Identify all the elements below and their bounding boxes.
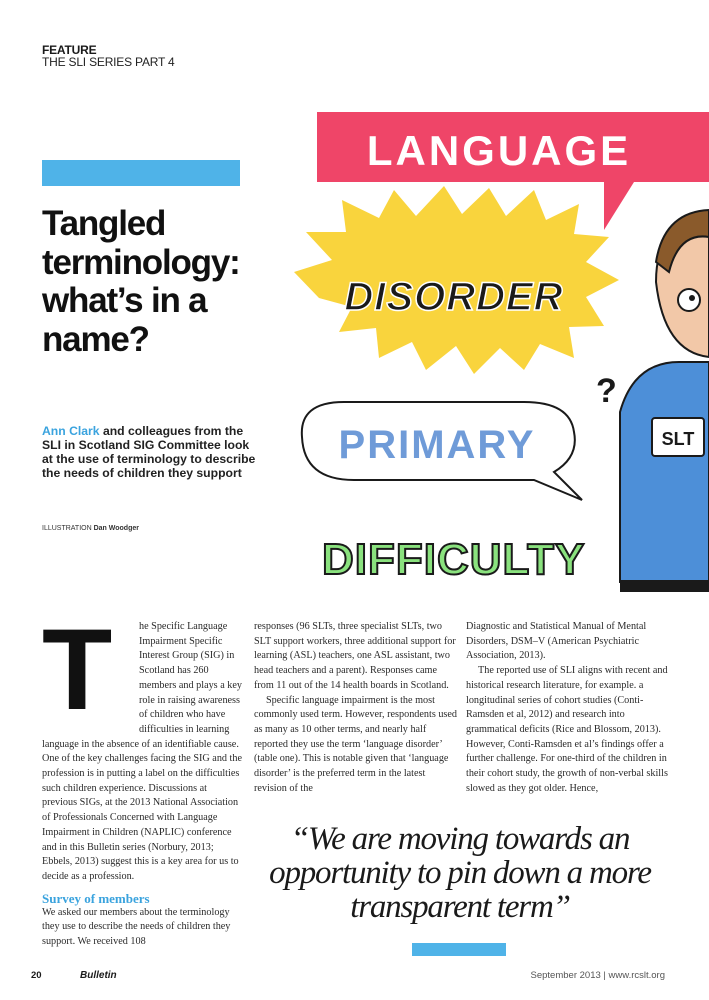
dropcap: T [42, 606, 109, 734]
illustration-credit [42, 525, 139, 532]
page-number: 20 [31, 970, 42, 981]
word-disorder: DISORDER [344, 275, 564, 319]
series-label: THE SLI SERIES PART 4 [42, 55, 175, 69]
word-difficulty: DIFFICULTY [322, 535, 586, 584]
magazine-name: Bulletin [80, 970, 117, 981]
author-name: Ann Clark [42, 424, 100, 438]
body-paragraph: Diagnostic and Statistical Manual of Mental Disorders, DSM–V (American Psychiatric Association, 2013). [466, 621, 647, 662]
body-paragraph: he Specific Language Impairment Specific Interest Group (SIG) in Scotland has 260 members and plays a key role in raising awareness of children who have difficulties in learning language in the absence of an identifiable cause. One of the key challenges facing the SIG and the profession is in putting a label on the difficulties such children experience. Discussions at previous SIGs, at the 2013 National Association of Professionals Concerned with Language Impairment in Children (NAPLIC) conference and in this Bulletin series (Norbury, 2013; Ebbels, 2013) suggest this is a key area for us to decide as a profession. [42, 621, 242, 882]
subheading: Survey of members [42, 890, 150, 906]
body-paragraph: responses (96 SLTs, three specialist SLTs, two SLT support workers, three additional support for learning (ASL) teachers, one ASL assistant, two head teachers and a parent). Responses came from 11 out of the 14 health boards in Scotland. [254, 621, 456, 691]
question-mark: ? [596, 372, 617, 410]
section-label: FEATURE [42, 43, 97, 57]
body-column-2 [254, 620, 459, 796]
pull-quote: “We are moving towards an opportunity to pin down a more transparent term” [269, 821, 651, 925]
word-primary: PRIMARY [338, 423, 536, 467]
body-paragraph: Specific language impairment is the most commonly used term. However, respondents used as many as 10 other terms, and nearly half reported they use the term ‘language disorder’ (table one). This is notable given that ‘language disorder’ is the preferred term in the latest revision of the [254, 694, 458, 794]
slt-badge-text: SLT [661, 429, 695, 449]
illustration [284, 112, 709, 592]
body-paragraph: The reported use of SLI aligns with recent and historical research literature, for example. a longitudinal series of cohort studies (Conti-Ramsden et al, 2012) and research into grammatical deficits (Rice and Blossom, 2013). However, Conti-Ramsden et al’s findings offer a further challenge. For one-third of the children in their cohort study, the growth of non-verbal skills slowed as they got older. Hence, [466, 665, 668, 794]
slt-character [620, 210, 709, 582]
standfirst-text: and colleagues from the SLI in Scotland SIG Committee look at the use of terminology to describe the needs of children they support [42, 424, 256, 480]
credit-label: ILLUSTRATION [42, 525, 92, 532]
headline: Tangled terminology: what’s in a name? [42, 204, 240, 359]
body-column-3 [466, 620, 671, 796]
accent-bar-bottom [412, 943, 506, 956]
accent-bar [42, 160, 240, 186]
footer-date-site: September 2013 | www.rcslt.org [530, 970, 665, 981]
body-paragraph: We asked our members about the terminology they use to describe the needs of children they support. We received 108 [42, 906, 231, 948]
body-column-1 [42, 606, 243, 950]
credit-name: Dan Woodger [93, 525, 139, 532]
word-language: LANGUAGE [366, 127, 632, 174]
standfirst [42, 424, 257, 480]
